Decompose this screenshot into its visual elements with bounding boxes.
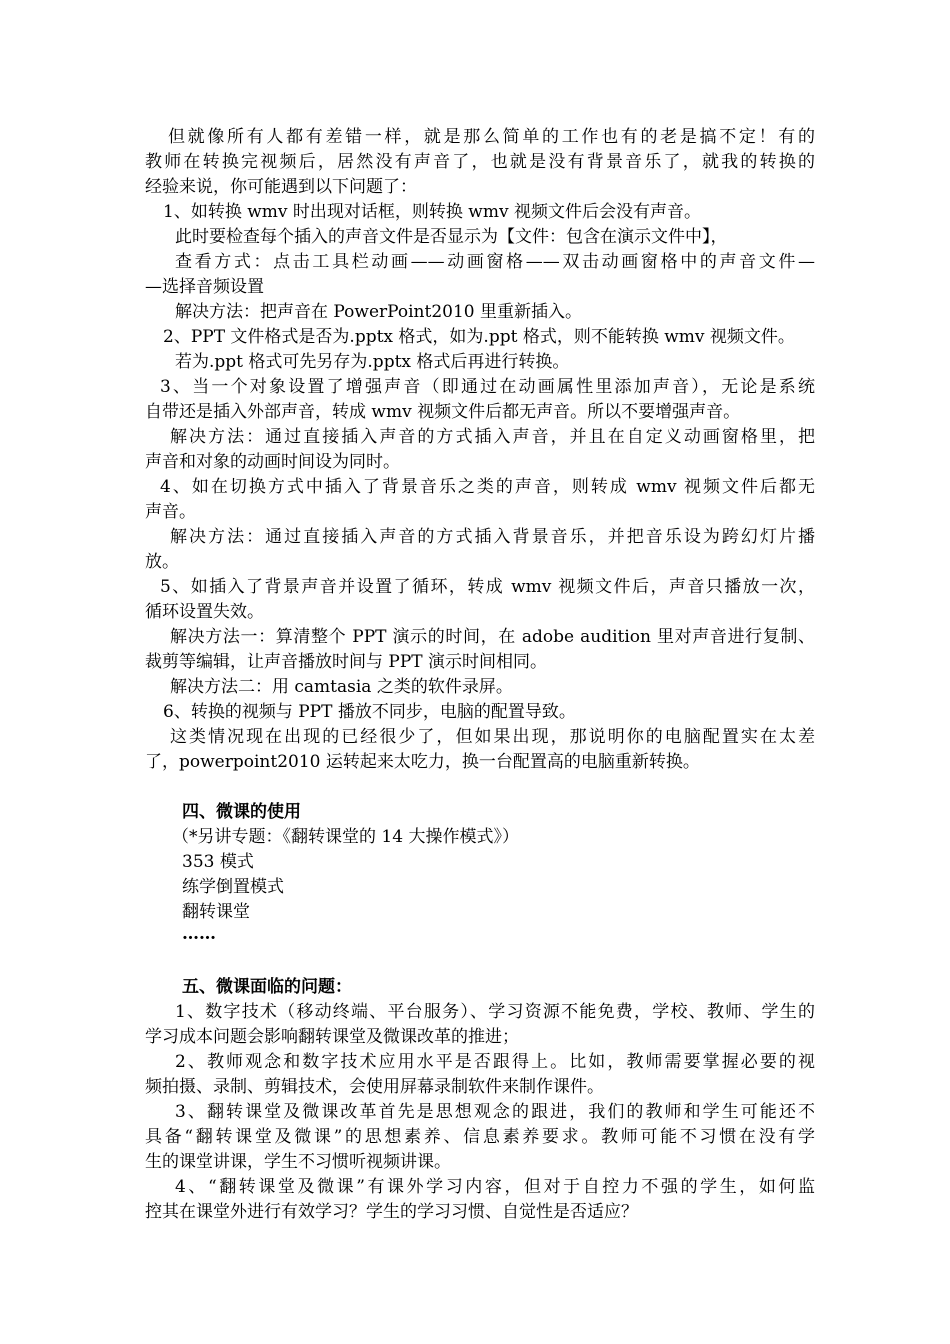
text-line: 经验来说，你可能遇到以下问题了： <box>145 177 417 197</box>
text-line: 解决方法二：用 camtasia 之类的软件录屏。 <box>170 677 513 697</box>
text-line: 具备“翻转课堂及微课”的思想素养、信息素养要求。教师可能不习惯在没有学 <box>145 1127 815 1147</box>
text-line: 频拍摄、录制、剪辑技术，会使用屏幕录制软件来制作课件。 <box>145 1077 604 1097</box>
text-line: 自带还是插入外部声音，转成 wmv 视频文件后都无声音。所以不要增强声音。 <box>145 402 741 422</box>
text-line: 查看方式：点击工具栏动画——动画窗格——双击动画窗格中的声音文件— <box>175 252 815 272</box>
text-line: 2、教师观念和数字技术应用水平是否跟得上。比如，教师需要掌握必要的视 <box>175 1052 815 1072</box>
text-line: 1、如转换 wmv 时出现对话框，则转换 wmv 视频文件后会没有声音。 <box>163 202 701 222</box>
text-line: 4、“翻转课堂及微课”有课外学习内容，但对于自控力不强的学生，如何监 <box>175 1177 815 1197</box>
text-line: 3、翻转课堂及微课改革首先是思想观念的跟进，我们的教师和学生可能还不 <box>175 1102 815 1122</box>
text-line: 5、如插入了背景声音并设置了循环，转成 wmv 视频文件后，声音只播放一次， <box>160 577 815 597</box>
text-line: 生的课堂讲课，学生不习惯听视频讲课。 <box>145 1152 451 1172</box>
text-line: 放。 <box>145 552 179 572</box>
text-line: 翻转课堂 <box>182 902 250 922</box>
text-line: 但就像所有人都有差错一样，就是那么简单的工作也有的老是搞不定！有的 <box>168 127 815 147</box>
text-line: 解决方法一：算清整个 PPT 演示的时间，在 adobe audition 里对声音进行复制、 <box>170 627 815 647</box>
text-line: （*另讲专题：《翻转课堂的 14 大操作模式》） <box>172 827 519 847</box>
text-line: 3、当一个对象设置了增强声音（即通过在动画属性里添加声音），无论是系统 <box>160 377 815 397</box>
text-line: 353 模式 <box>182 852 254 872</box>
text-line: 2、PPT 文件格式是否为.pptx 格式，如为.ppt 格式，则不能转换 wmv 视频文件。 <box>163 327 795 347</box>
text-line: 解决方法：通过直接插入声音的方式插入背景音乐，并把音乐设为跨幻灯片播 <box>170 527 815 547</box>
text-line: 循环设置失效。 <box>145 602 264 622</box>
text-line: 解决方法：通过直接插入声音的方式插入声音，并且在自定义动画窗格里，把 <box>170 427 815 447</box>
text-line: …… <box>182 924 216 944</box>
text-line: 声音。 <box>145 502 196 522</box>
text-line: 练学倒置模式 <box>182 877 284 897</box>
text-line: 若为.ppt 格式可先另存为.pptx 格式后再进行转换。 <box>175 352 570 372</box>
text-line: 4、如在切换方式中插入了背景音乐之类的声音，则转成 wmv 视频文件后都无 <box>160 477 815 497</box>
section-heading: 五、微课面临的问题： <box>182 977 352 997</box>
text-line: 学习成本问题会影响翻转课堂及微课改革的推进； <box>145 1027 519 1047</box>
text-line: 教师在转换完视频后，居然没有声音了，也就是没有背景音乐了，就我的转换的 <box>145 152 815 172</box>
text-line: 此时要检查每个插入的声音文件是否显示为【文件：包含在演示文件中】， <box>175 227 728 247</box>
text-line: —选择音频设置 <box>145 277 264 297</box>
text-line: 了，powerpoint2010 运转起来太吃力，换一台配置高的电脑重新转换。 <box>145 752 700 772</box>
text-line: 解决方法：把声音在 PowerPoint2010 里重新插入。 <box>175 302 582 322</box>
text-line: 这类情况现在出现的已经很少了，但如果出现，那说明你的电脑配置实在太差 <box>170 727 815 747</box>
text-line: 1、数字技术（移动终端、平台服务）、学习资源不能免费，学校、教师、学生的 <box>175 1002 815 1022</box>
text-line: 控其在课堂外进行有效学习？学生的学习习惯、自觉性是否适应？ <box>145 1202 638 1222</box>
text-line: 声音和对象的动画时间设为同时。 <box>145 452 400 472</box>
text-line: 6、转换的视频与 PPT 播放不同步，电脑的配置导致。 <box>163 702 576 722</box>
section-heading: 四、微课的使用 <box>182 802 301 822</box>
text-line: 裁剪等编辑，让声音播放时间与 PPT 演示时间相同。 <box>145 652 548 672</box>
